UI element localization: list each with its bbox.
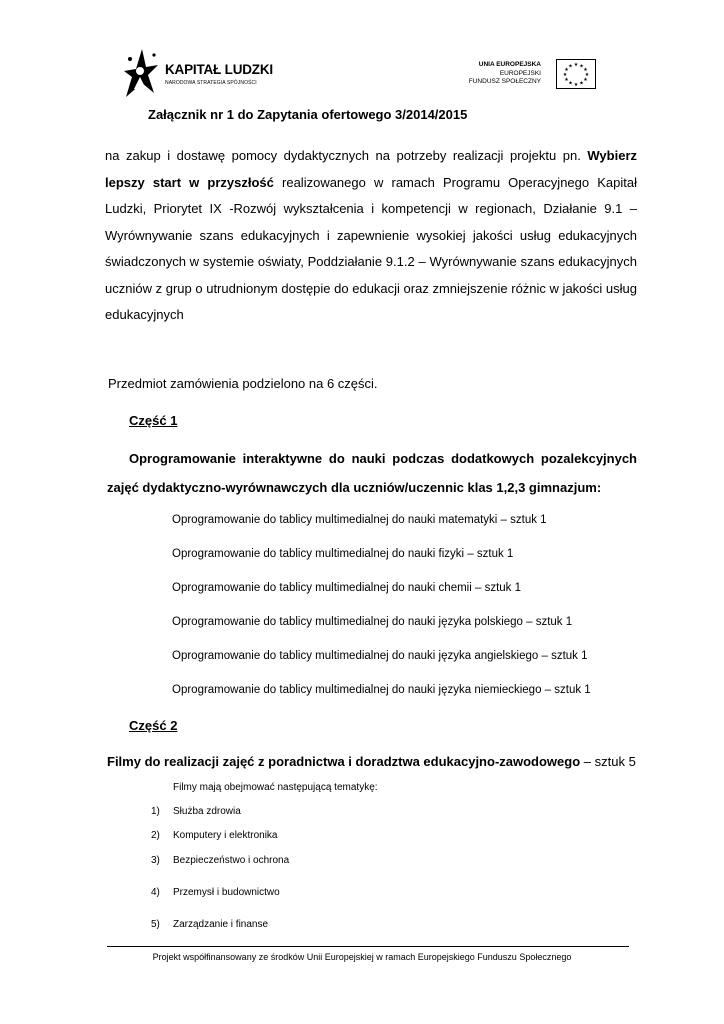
footer-text: Projekt współfinansowany ze środków Unii Europejskiej w ramach Europejskiego Funduszu Społecznego bbox=[152, 952, 572, 962]
svg-text:★: ★ bbox=[564, 77, 569, 83]
topics-intro: Filmy mają obejmować następującą tematykę: bbox=[173, 782, 378, 793]
svg-text:★: ★ bbox=[573, 82, 579, 88]
part-1-item: Oprogramowanie do tablicy multimedialnej do nauki matematyki – sztuk 1 bbox=[172, 514, 547, 526]
eu-line-3: FUNDUSZ SPOŁECZNY bbox=[468, 78, 541, 85]
eu-logo bbox=[469, 57, 599, 91]
footer-divider bbox=[107, 946, 629, 947]
svg-text:★: ★ bbox=[583, 67, 588, 73]
project-name: Wybierz lepszy start w przyszłość bbox=[105, 148, 637, 190]
part-1-item: Oprogramowanie do tablicy multimedialnej do nauki języka polskiego – sztuk 1 bbox=[172, 616, 573, 628]
kapital-ludzki-emblem-icon bbox=[120, 47, 164, 103]
part-1-item: Oprogramowanie do tablicy multimedialnej do nauki języka angielskiego – sztuk 1 bbox=[172, 650, 588, 662]
svg-text:★: ★ bbox=[584, 72, 590, 78]
part-1-item: Oprogramowanie do tablicy multimedialnej do nauki fizyki – sztuk 1 bbox=[172, 548, 514, 560]
eu-flag-icon bbox=[556, 59, 596, 89]
svg-text:★: ★ bbox=[562, 72, 568, 78]
svg-text:★: ★ bbox=[583, 77, 588, 83]
eu-line-1: UNIA EUROPEJSKA bbox=[478, 61, 541, 68]
topic-item bbox=[151, 806, 241, 817]
part-1-heading: Część 1 bbox=[129, 413, 178, 428]
topic-item bbox=[151, 887, 280, 898]
topic-number: 2) bbox=[151, 830, 160, 841]
svg-text:★: ★ bbox=[579, 80, 584, 87]
topic-item bbox=[151, 919, 268, 930]
kapital-ludzki-logo bbox=[120, 47, 290, 103]
svg-text:★: ★ bbox=[564, 67, 569, 73]
part-2-heading: Część 2 bbox=[129, 718, 178, 733]
topic-number: 3) bbox=[151, 855, 160, 866]
topic-text: Przemysł i budownictwo bbox=[173, 887, 280, 898]
eu-line-2: EUROPEJSKI bbox=[499, 70, 541, 77]
intro-paragraph bbox=[105, 143, 637, 329]
topic-text: Bezpieczeństwo i ochrona bbox=[173, 855, 290, 866]
svg-text:★: ★ bbox=[573, 62, 579, 68]
intro-part-2: realizowanego w ramach Programu Operacyjnego Kapitał Ludzki, Priorytet IX -Rozwój wykształcenia i kompetencji w regionach, Działanie 9.1 – Wyrównywanie szans edukacyjnych i zapewnienie wysokiej jakości usług edukacyjnych świadczonych w systemie oświaty, Poddziałanie 9.1.2 – Wyrównywanie szans edukacyjnych uczniów z grup o utrudnionym dostępie do edukacji oraz zmniejszenie różnic w jakości usług edukacyjnych bbox=[105, 174, 637, 322]
topic-text: Komputery i elektronika bbox=[173, 830, 278, 841]
topic-number: 5) bbox=[151, 919, 160, 930]
topic-item bbox=[151, 855, 289, 866]
part-2-title bbox=[107, 754, 636, 769]
intro-part-1: na zakup i dostawę pomocy dydaktycznych na potrzeby realizacji projektu pn. bbox=[105, 148, 588, 163]
part-2-title-bold: Filmy do realizacji zajęć z poradnictwa i doradztwa edukacyjno-zawodowego bbox=[107, 754, 581, 769]
logo-subtitle: NARODOWA STRATEGIA SPÓJNOŚCI bbox=[165, 80, 257, 86]
part-2-title-rest: – sztuk 5 bbox=[580, 754, 636, 769]
topic-number: 1) bbox=[151, 806, 160, 817]
part-1-description: Oprogramowanie interaktywne do nauki podczas dodatkowych pozalekcyjnych zajęć dydaktyczno-wyrównawczych dla uczniów/uczennic klas 1,2,3 gimnazjum: bbox=[107, 451, 637, 495]
document-title: Załącznik nr 1 do Zapytania ofertowego 3/2014/2015 bbox=[148, 107, 468, 122]
logo-title: KAPITAŁ LUDZKI bbox=[165, 62, 273, 77]
topic-number: 4) bbox=[151, 887, 160, 898]
svg-text:★: ★ bbox=[579, 63, 584, 70]
svg-text:★: ★ bbox=[568, 63, 573, 70]
division-note: Przedmiot zamówienia podzielono na 6 części. bbox=[108, 376, 378, 391]
topic-text: Służba zdrowia bbox=[173, 806, 241, 817]
part-1-item: Oprogramowanie do tablicy multimedialnej do nauki języka niemieckiego – sztuk 1 bbox=[172, 684, 591, 696]
topic-item bbox=[151, 830, 278, 841]
topic-text: Zarządzanie i finanse bbox=[173, 919, 269, 930]
part-1-item: Oprogramowanie do tablicy multimedialnej do nauki chemii – sztuk 1 bbox=[172, 582, 522, 594]
svg-text:★: ★ bbox=[568, 80, 573, 87]
